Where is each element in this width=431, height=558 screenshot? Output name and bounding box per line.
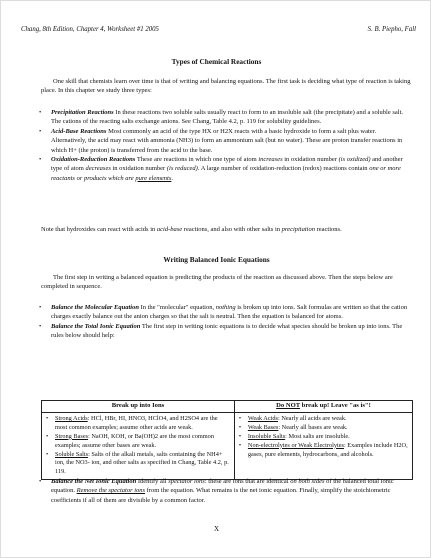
term-acid-base: Acid-Base Reactions bbox=[51, 127, 107, 135]
table-item: • Strong Acids: HCl, HBr, HI, HNO3, HClO4, and H2SO4 are the most common examples; assume other acids are weak. bbox=[46, 414, 218, 431]
section-title-reaction-types: Types of Chemical Reactions bbox=[171, 57, 262, 66]
hydroxide-note: Note that hydroxides can react with acids in acid-base reactions, and also with other salts in precipitation reactions. bbox=[41, 226, 342, 233]
header-author: S. B. Piepho, Fall bbox=[367, 26, 416, 33]
steps-list bbox=[29, 303, 409, 341]
table-item: • Weak Acids: Nearly all acids are weak. bbox=[238, 414, 347, 422]
list-item: • Balance the Total Ionic Equation The first step in writing ionic equations is to decide what species should be broken up into ions. The rules below should help: bbox=[39, 322, 403, 340]
section1-intro: One skill that chemists learn over time is that of writing and balancing equations. The first task is deciding what type of reaction is taking place. In this chapter we study three types: bbox=[41, 78, 411, 95]
table-item: • Weak Bases: Nearly all bases are weak. bbox=[238, 423, 348, 431]
term-precipitation: Precipitation Reactions bbox=[51, 109, 114, 116]
section2-intro: The first step in writing a balanced equation is predicting the products of the reaction as discussed above. Then the steps below are completed in sequence. bbox=[41, 274, 393, 291]
break-up-cell bbox=[42, 412, 235, 479]
section-title-ionic-equations: Writing Balanced Ionic Equations bbox=[163, 255, 270, 264]
ion-rules-table bbox=[41, 400, 413, 480]
reaction-types-list bbox=[29, 108, 409, 183]
list-item: • Oxidation-Reduction Reactions These are reactions in which one type of atom increases in oxidation number (is oxidized) and another type of atom decreases in oxidation number (is reduced). A large number of oxidation-reduction (redox) reactions contain one or more reactants or products which are pure elements. bbox=[39, 156, 403, 182]
list-item: • Balance the Molecular Equation In the "molecular" equation, nothing is broken up into ions. Salt formulas are written so that the cation charges exactly balance out the anion charges so that the salt is neutral. Then the equation is balanced for atoms. bbox=[39, 304, 408, 321]
list-item: • Balance the Net Ionic Equation Identify all spectator ions: these are ions that are identical on both sides of the balanced total ionic equation. Remove the spectator ions from the equation. What remains is the net ionic equation. Finally, simplify the stoichiometric coefficients if all of them are divisible by a common factor. bbox=[39, 478, 394, 504]
table-item: • Insoluble Salts: Most salts are insoluble. bbox=[238, 432, 350, 440]
table-item: • Soluble Salts: Salts of the alkali metals, salts containing the NH4+ ion, the NO3- ion, and other salts as specified in Chang, Table 4.2, p. 119. bbox=[46, 450, 229, 476]
col-header-break-up: Break up into Ions bbox=[42, 401, 235, 413]
net-ionic-step bbox=[29, 477, 409, 505]
col-header-do-not-break: Do NOT break up! Leave "as is"! bbox=[234, 401, 412, 413]
step-net-ionic: Balance the Net Ionic Equation bbox=[51, 478, 137, 485]
table-item: • Non-electrolytes or Weak Electrolytes: Examples include H2O, gases, pure elements, hydrocarbons, and alcohols. bbox=[238, 441, 408, 458]
do-not-break-cell bbox=[234, 412, 412, 479]
list-item: • Acid-Base Reactions Most commonly an acid of the type HX or H2X reacts with a basic hydroxide to form a salt plus water. Alternatively, the acid may react with ammonia (NH3) to form an ammonium salt (but no water). These are proton transfer reactions in which H+ (the proton) is transferred from the acid to the base. bbox=[39, 127, 403, 154]
step-total-ionic: Balance the Total Ionic Equation bbox=[51, 322, 141, 330]
page-footer-mark: X bbox=[213, 525, 220, 533]
table-item: • Strong Bases: NaOH, KOH, or Ba(OH)2 are the most common examples; assume other bases are weak. bbox=[46, 432, 214, 449]
term-redox: Oxidation-Reduction Reactions bbox=[51, 156, 136, 164]
list-item: • Precipitation Reactions In these reactions two soluble salts usually react to form to an insoluble salt (the precipitate) and a soluble salt. The cations of the reacting salts exchange anions. See Chang, Table 4.2, p. 119 for solubility guidelines. bbox=[39, 109, 404, 126]
step-molecular: Balance the Molecular Equation bbox=[51, 304, 139, 311]
header-course: Chang, 8th Edition, Chapter 4, Worksheet #1 2005 bbox=[21, 26, 159, 33]
